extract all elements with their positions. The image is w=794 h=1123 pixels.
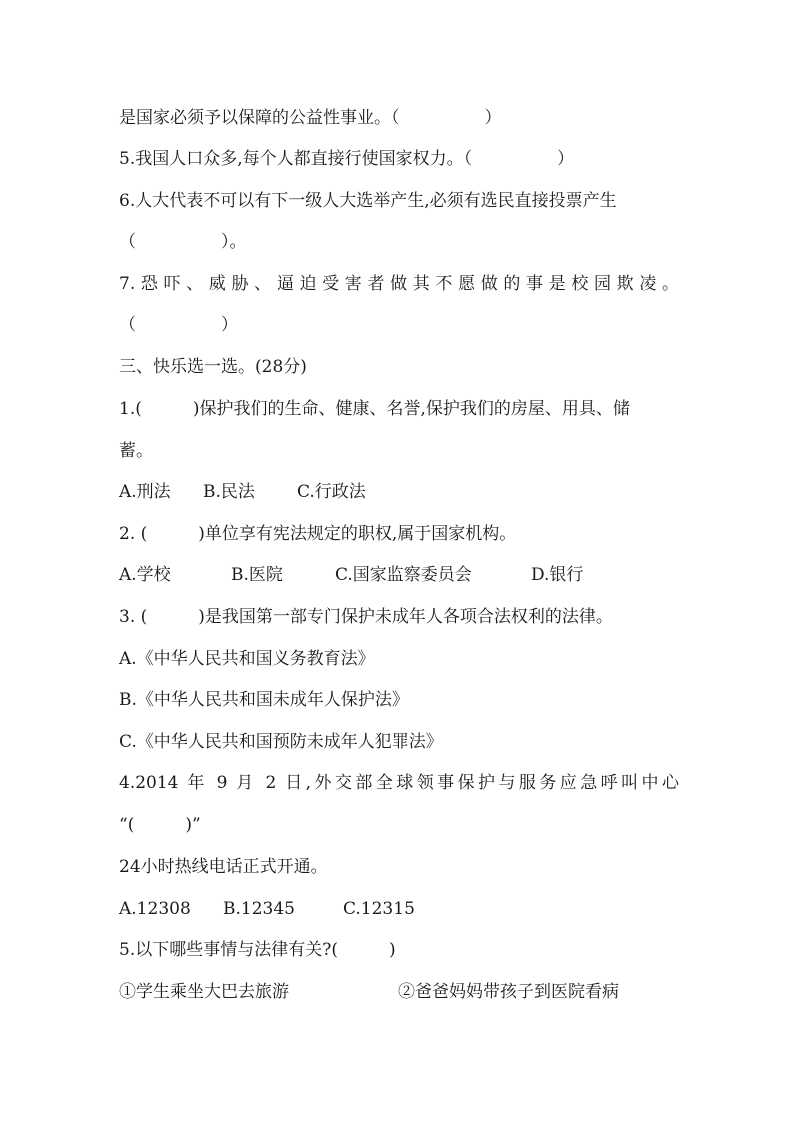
- option-b: B.《中华人民共和国未成年人保护法》: [119, 690, 409, 710]
- option-c: C.12315: [343, 899, 415, 919]
- true-false-question-6-answer: （ ）。: [119, 232, 247, 252]
- option-2: ②爸爸妈妈带孩子到医院看病: [398, 982, 619, 1002]
- choice-question-4: 4.2014 年 9 月 2 日,外交部全球领事保护与服务应急呼叫中心: [119, 773, 679, 793]
- option-a: A.学校: [119, 565, 171, 585]
- choice-question-1: 1.( )保护我们的生命、健康、名誉,保护我们的房屋、用具、储: [119, 399, 630, 419]
- choice-question-3: 3. ( )是我国第一部专门保护未成年人各项合法权利的法律。: [119, 607, 613, 627]
- option-c: C.行政法: [297, 482, 366, 502]
- true-false-question-5: 5.我国人口众多,每个人都直接行使国家权力。（ ）: [119, 149, 575, 169]
- choice-question-2-options: [119, 564, 679, 696]
- option-b: B.医院: [231, 565, 283, 585]
- option-1: ①学生乘坐大巴去旅游: [119, 982, 289, 1002]
- option-a: A.12308: [119, 899, 191, 919]
- section-heading-multiple-choice: 三、快乐选一选。(28分): [119, 357, 307, 377]
- question-4-continuation: 是国家必须予以保障的公益性事业。（ ）: [119, 108, 502, 128]
- choice-question-4-continuation: 24小时热线电话正式开通。: [119, 857, 328, 877]
- option-c: C.国家监察委员会: [335, 565, 472, 585]
- choice-question-4-blank: “( )”: [119, 815, 201, 835]
- true-false-question-6: 6.人大代表不可以有下一级人大选举产生,必须有选民直接投票产生: [119, 191, 617, 211]
- choice-question-5-options: [119, 981, 679, 1069]
- option-a: A.刑法: [119, 482, 171, 502]
- option-d: D.银行: [531, 565, 584, 585]
- option-c: C.《中华人民共和国预防未成年人犯罪法》: [119, 732, 443, 752]
- choice-question-2: 2. ( )单位享有宪法规定的职权,属于国家机构。: [119, 524, 517, 544]
- choice-question-5: 5.以下哪些事情与法律有关?( ): [119, 940, 396, 960]
- option-b: B.12345: [223, 899, 295, 919]
- option-a: A.《中华人民共和国义务教育法》: [119, 649, 375, 669]
- option-b: B.民法: [203, 482, 255, 502]
- choice-question-1-continuation: 蓄。: [119, 441, 153, 461]
- true-false-question-7: 7.恐吓、威胁、逼迫受害者做其不愿做的事是校园欺凌。: [119, 274, 679, 294]
- true-false-question-7-answer: （ ）: [119, 315, 238, 335]
